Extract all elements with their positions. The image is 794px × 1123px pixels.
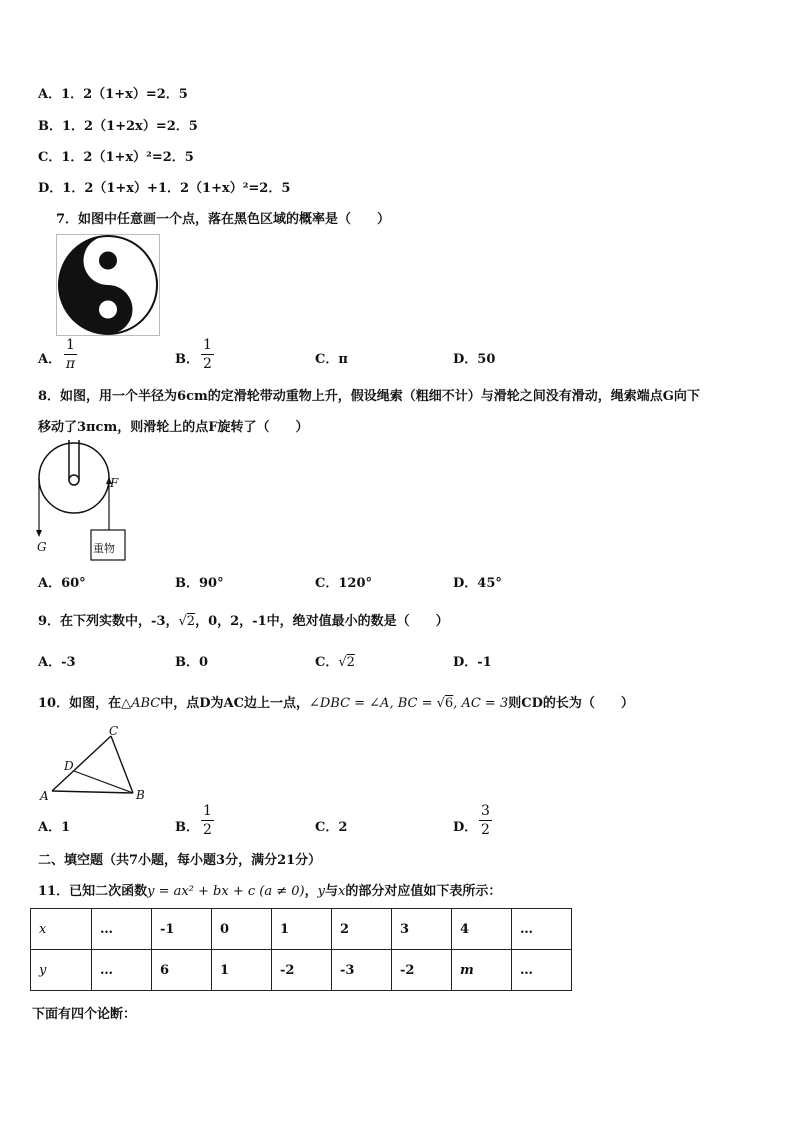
q9-option-d: D．-1 [453,655,492,670]
q11-after-text: 下面有四个论断： [32,1007,137,1022]
q9-option-a: A．-3 [38,655,76,670]
q9-stem: 9．在下列实数中，-3，√2，0，2，-1中，绝对值最小的数是（ ） [38,614,449,629]
q10-option-d: D． [453,820,478,835]
q6-option-a: A．1．2（1+x）=2．5 [38,87,188,102]
table-row [31,950,572,991]
q7-option-b-fraction: $\frac{1}{2}$ [203,337,212,372]
q7-option-b: B． [175,352,199,367]
table-cell: 0 [212,909,272,950]
pulley-label-f: F [110,476,119,490]
table-cell: -2 [272,950,332,991]
pulley-label-g: G [37,540,47,554]
q8-option-c: C．120° [315,576,372,591]
triangle-label-c: C [109,724,119,738]
table-cell: y [31,950,92,991]
q8-option-b: B．90° [175,576,224,591]
q10-option-a: A．1 [38,820,71,835]
table-cell: … [512,950,572,991]
table-cell: m [452,950,512,991]
table-cell: 3 [392,909,452,950]
q9-option-c: C．√2 [315,655,355,670]
table-cell: … [512,909,572,950]
section-2-title: 二、填空题（共7小题，每小题3分，满分21分） [38,853,322,868]
q7-option-d: D．50 [453,352,496,367]
q10-option-b: B． [175,820,199,835]
q7-option-a-fraction: $\frac{1}{\pi}$ [65,337,76,372]
triangle-figure [36,722,151,804]
q10-options [38,804,738,844]
q6-option-d: D．1．2（1+x）+1．2（1+x）²=2．5 [38,181,291,196]
table-cell: 4 [452,909,512,950]
q9-option-b: B．0 [175,655,209,670]
q7-option-a: A． [38,352,62,367]
q10-option-d-fraction: $\frac{3}{2}$ [481,803,490,838]
table-cell: … [92,909,152,950]
yin-yang-figure [56,234,160,336]
q6-option-b: B．1．2（1+2x）=2．5 [38,119,198,134]
q10-option-c: C．2 [315,820,348,835]
q7-options [38,338,738,378]
q8-stem-line2: 移动了3πcm，则滑轮上的点F旋转了（ ） [38,420,309,435]
q10-option-b-fraction: $\frac{1}{2}$ [203,803,212,838]
q7-stem: 7．如图中任意画一个点，落在黑色区域的概率是（ ） [56,212,391,227]
triangle-label-a: A [40,789,49,803]
pulley-figure [36,440,131,562]
table-cell: -2 [392,950,452,991]
table-cell: 6 [152,950,212,991]
q7-option-c: C．π [315,352,348,367]
triangle-label-d: D [64,759,74,773]
table-cell: … [92,950,152,991]
q11-stem: 11．已知二次函数y = ax² + bx + c (a ≠ 0)，y与x的部分对应值如下表所示： [38,884,502,899]
table-cell: -1 [152,909,212,950]
table-cell: 1 [212,950,272,991]
table-cell: 1 [272,909,332,950]
q10-stem: 10．如图，在△ABC中，点D为AC边上一点，∠DBC = ∠A, BC = √6, AC = 3则CD的长为（ ） [38,696,634,711]
q11-value-table [30,908,572,991]
table-cell: 2 [332,909,392,950]
q6-option-c: C．1．2（1+x）²=2．5 [38,150,194,165]
q8-stem-line1: 8．如图，用一个半径为6cm的定滑轮带动重物上升，假设绳索（粗细不计）与滑轮之间没有滑动，绳索端点G向下 [38,389,700,404]
table-cell: -3 [332,950,392,991]
table-cell: x [31,909,92,950]
q8-option-d: D．45° [453,576,502,591]
weight-label: 重物 [93,542,115,555]
q8-option-a: A．60° [38,576,86,591]
table-row [31,909,572,950]
triangle-label-b: B [136,788,145,802]
